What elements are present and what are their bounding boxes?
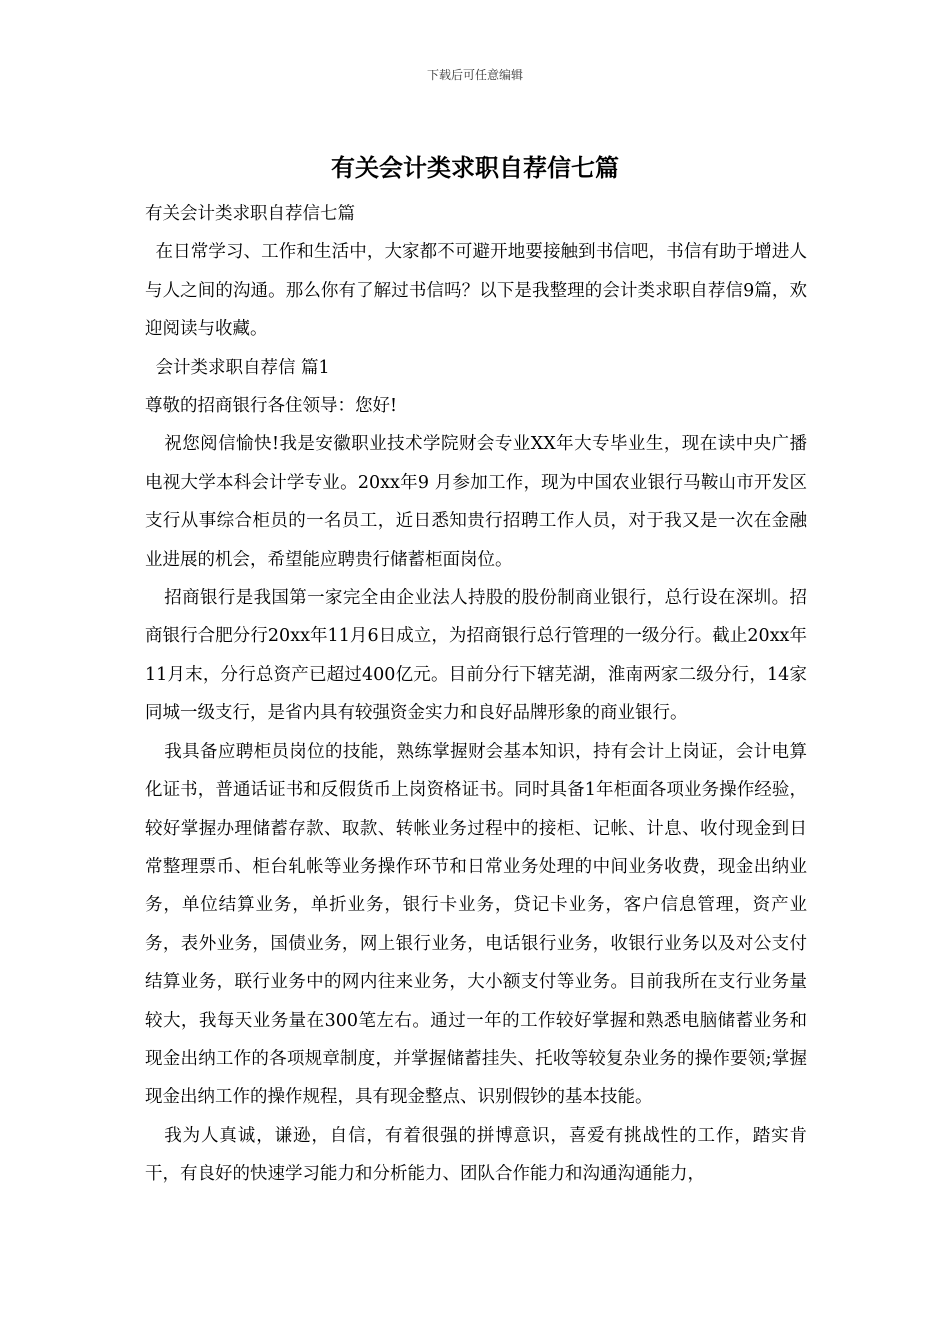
document-subtitle: 有关会计类求职自荐信七篇: [145, 204, 355, 224]
letter-salutation: 尊敬的招商银行各住领导：您好!: [145, 396, 398, 417]
intro-paragraph: 在日常学习、工作和生活中，大家都不可避开地要接触到书信吧，书信有助于增进人与人之间的沟通。那么你有了解过书信吗？以下是我整理的会计类求职自荐信9篇，欢迎阅读与收藏。: [145, 242, 807, 340]
body-paragraph-3: 我具备应聘柜员岗位的技能，熟练掌握财会基本知识，持有会计上岗证，会计电算化证书，普通话证书和反假货币上岗资格证书。同时具备1年柜面各项业务操作经验，较好掌握办理储蓄存款、取款、转帐业务过程中的接柜、记帐、计息、收付现金到日常整理票币、柜台轧帐等业务操作环节和日常业务处理的中间业务收费，现金出纳业务，单位结算业务，单折业务，银行卡业务，贷记卡业务，客户信息管理，资产业务，表外业务，国债业务，网上银行业务，电话银行业务，收银行业务以及对公支付结算业务，联行业务中的网内往来业务，大小额支付等业务。目前我所在支行业务量较大，我每天业务量在300笔左右。通过一年的工作较好掌握和熟悉电脑储蓄业务和现金出纳工作的各项规章制度，并掌握储蓄挂失、托收等较复杂业务的操作要领;掌握现金出纳工作的操作规程，具有现金整点、识别假钞的基本技能。: [145, 741, 807, 1108]
document-body: [145, 195, 807, 1194]
body-paragraph-2: 招商银行是我国第一家完全由企业法人持股的股份制商业银行，总行设在深圳。招商银行合肥分行20xx年11月6日成立，为招商银行总行管理的一级分行。截止20xx年11月末，分行总资产已超过400亿元。目前分行下辖芜湖，淮南两家二级分行，14家同城一级支行，是省内具有较强资金实力和良好品牌形象的商业银行。: [145, 588, 807, 724]
body-paragraph-1: 祝您阅信愉快!我是安徽职业技术学院财会专业XX年大专毕业生，现在读中央广播电视大学本科会计学专业。20xx年9 月参加工作，现为中国农业银行马鞍山市开发区支行从事综合柜员的一名员工，近日悉知贵行招聘工作人员，对于我又是一次在金融业进展的机会，希望能应聘贵行储蓄柜面岗位。: [145, 434, 807, 570]
header-note: 下载后可任意编辑: [426, 68, 523, 82]
section-heading: 会计类求职自荐信 篇1: [155, 357, 330, 378]
body-paragraph-4: 我为人真诚，谦逊，自信，有着很强的拼博意识，喜爱有挑战性的工作，踏实肯干，有良好的快速学习能力和分析能力、团队合作能力和沟通沟通能力，: [145, 1125, 807, 1185]
document-title: 有关会计类求职自荐信七篇: [331, 153, 619, 182]
